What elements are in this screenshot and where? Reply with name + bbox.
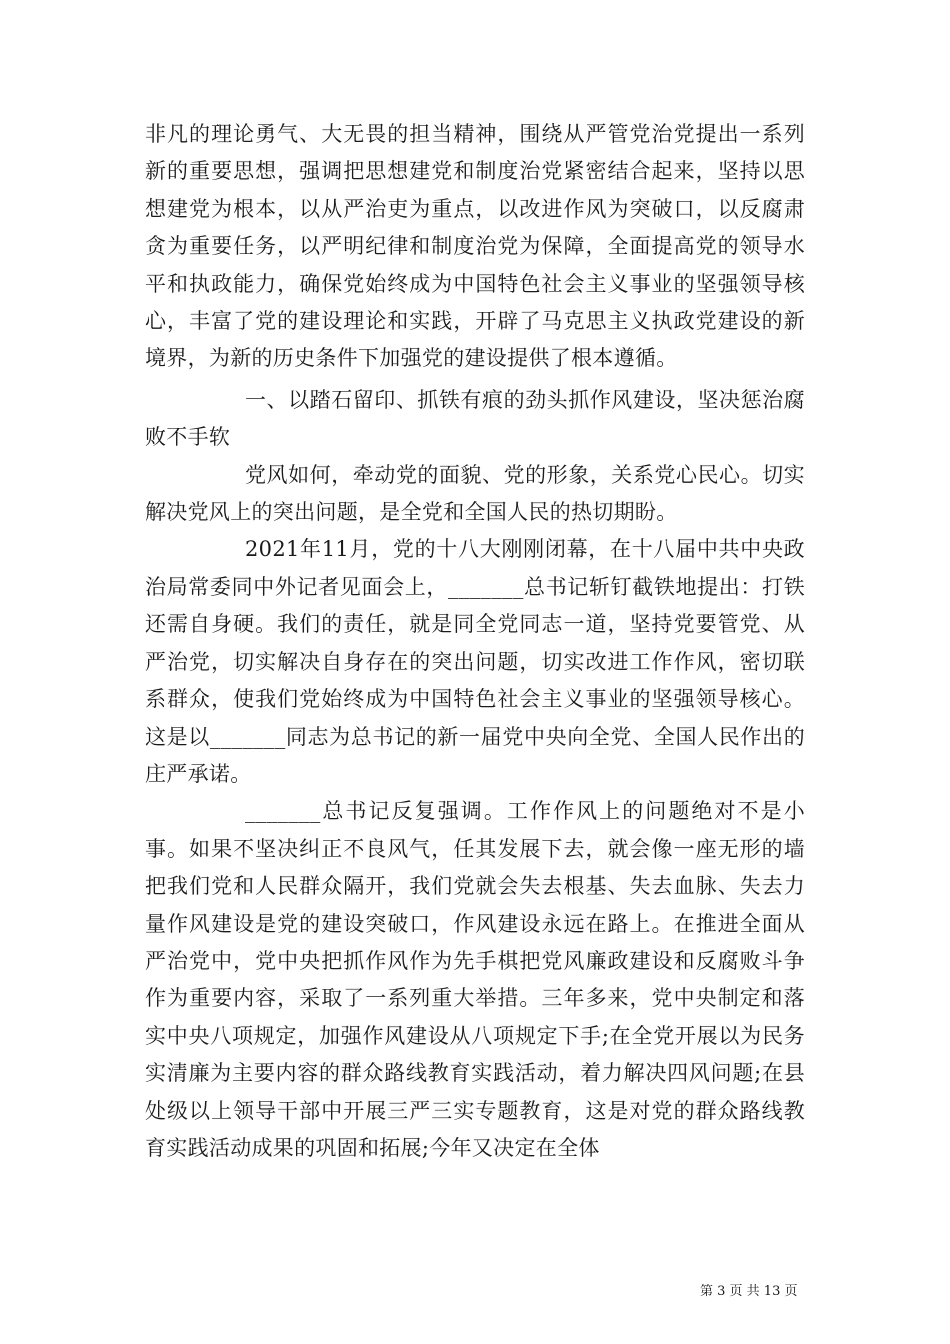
document-body (145, 116, 805, 1167)
paragraph-work-style: _______总书记反复强调。工作作风上的问题绝对不是小事。如果不坚决纠正不良风气，任其发展下去，就会像一座无形的墙把我们党和人民群众隔开，我们党就会失去根基、失去血脉、失去力量作风建设是党的建设突破口，作风建设永远在路上。在推进全面从严治党中，党中央把抓作风作为先手棋把党风廉政建设和反腐败斗争作为重要内容，采取了一系列重大举措。三年多来，党中央制定和落实中央八项规定，加强作风建设从八项规定下手;在全党开展以为民务实清廉为主要内容的群众路线教育实践活动，着力解决四风问题;在县处级以上领导干部中开展三严三实专题教育，这是对党的群众路线教育实践活动成果的巩固和拓展;今年又决定在全体 (145, 799, 805, 1160)
paragraph-intro: 非凡的理论勇气、大无畏的担当精神，围绕从严管党治党提出一系列新的重要思想，强调把思想建党和制度治党紧密结合起来，坚持以思想建党为根本，以从严治吏为重点，以改进作风为突破口，以反腐肃贪为重要任务，以严明纪律和制度治党为保障，全面提高党的领导水平和执政能力，确保党始终成为中国特色社会主义事业的坚强领导核心，丰富了党的建设理论和实践，开辟了马克思主义执政党建设的新境界，为新的历史条件下加强党的建设提供了根本遵循。 (145, 122, 805, 371)
paragraph-press-conference: 2021年11月，党的十八大刚刚闭幕，在十八届中共中央政治局常委同中外记者见面会上，_______总书记斩钉截铁地提出：打铁还需自身硬。我们的责任，就是同全党同志一道，坚持党要管党、从严治党，切实解决自身存在的突出问题，切实改进工作作风，密切联系群众，使我们党始终成为中国特色社会主义事业的坚强领导核心。这是以_______同志为总书记的新一届党中央向全党、全国人民作出的庄严承诺。 (145, 537, 805, 786)
section-heading: 一、以踏石留印、抓铁有痕的劲头抓作风建设，坚决惩治腐败不手软 (145, 387, 805, 450)
paragraph-party-style: 党风如何，牵动党的面貌、党的形象，关系党心民心。切实解决党风上的突出问题，是全党和全国人民的热切期盼。 (145, 462, 805, 525)
page-number: 第 3 页 共 13 页 (700, 1284, 798, 1299)
